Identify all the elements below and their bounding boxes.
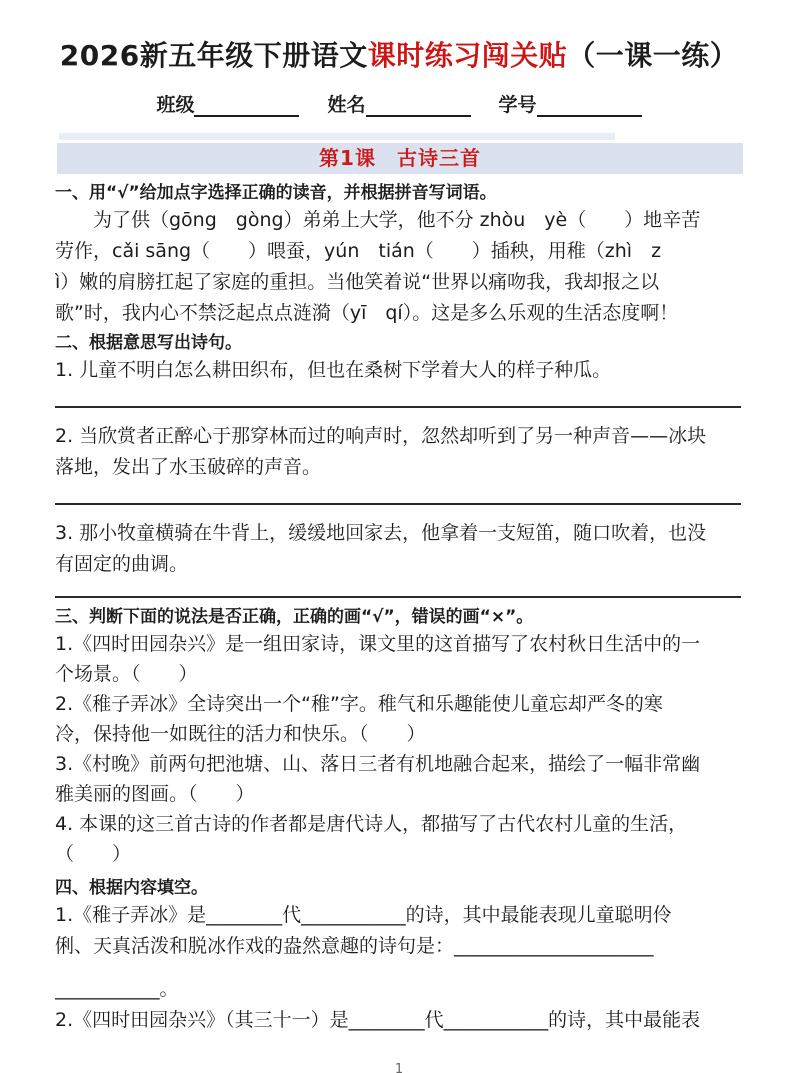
- question-line: 2. 当欣赏者正醉心于那穿林而过的响声时，忽然却听到了另一种声音——冰块: [55, 425, 707, 447]
- name-label: 姓名: [327, 94, 366, 116]
- pinyin-paragraph-line: 歌”时，我内心不禁泛起点点涟漪（yī qí）。这是多么乐观的生活态度啊！: [55, 302, 679, 324]
- question-line: ___________。: [55, 978, 179, 1000]
- student-id-blank-line: [537, 93, 642, 117]
- page-number: 1: [394, 1062, 404, 1073]
- question-line: 冷，保持他一如既往的活力和快乐。（ ）: [55, 723, 426, 745]
- pinyin-paragraph-line: 为了供（gōng gòng）弟弟上大学，他不分 zhòu yè（ ）地辛苦: [93, 209, 701, 231]
- lesson-header-bar: [57, 143, 743, 174]
- class-field: [156, 90, 299, 117]
- section-4-heading: 四、根据内容填空。: [55, 878, 208, 898]
- question-line: 2.《四时田园杂兴》（其三十一）是________代___________的诗，其中最能表: [55, 1009, 701, 1031]
- title-highlight: 课时练习闯关贴: [367, 39, 568, 72]
- header-accent-strip: [59, 133, 615, 140]
- answer-blank-line: [55, 483, 741, 505]
- student-info-row: [55, 90, 743, 117]
- class-blank-line: [194, 93, 299, 117]
- answer-blank-line: [55, 386, 741, 408]
- question-line: 3. 那小牧童横骑在牛背上，缓缓地回家去，他拿着一支短笛，随口吹着，也没: [55, 522, 707, 544]
- question-line: 有固定的曲调。: [55, 553, 189, 575]
- title-suffix: （一课一练）: [567, 39, 739, 72]
- section-3-heading: 三、判断下面的说法是否正确，正确的画“√”，错误的画“×”。: [55, 607, 534, 627]
- pinyin-paragraph-line: ì）嫩的肩膀扛起了家庭的重担。当他笑着说“世界以痛吻我，我却报之以: [55, 271, 660, 293]
- question-line: 俐、天真活泼和脱冰作戏的盎然意趣的诗句是：_____________________: [55, 935, 654, 957]
- section-2-heading: 二、根据意思写出诗句。: [55, 333, 242, 353]
- name-field: [327, 90, 470, 117]
- question-line: 个场景。（ ）: [55, 663, 198, 685]
- title-text: 2026新五年级下册语文: [59, 39, 368, 72]
- question-line: 雅美丽的图画。（ ）: [55, 783, 255, 805]
- question-line: 2.《稚子弄冰》全诗突出一个“稚”字。稚气和乐趣能使儿童忘却严冬的寒: [55, 693, 663, 715]
- class-label: 班级: [156, 94, 195, 116]
- student-id-field: [499, 90, 642, 117]
- name-blank-line: [366, 93, 471, 117]
- student-id-label: 学号: [498, 94, 537, 116]
- question-line: （ ）: [55, 843, 132, 865]
- question-line: 1.《稚子弄冰》是________代___________的诗，其中最能表现儿童聪明伶: [55, 904, 672, 926]
- section-1-heading: 一、用“√”给加点字选择正确的读音，并根据拼音写词语。: [55, 183, 497, 203]
- answer-blank-line: [55, 580, 741, 598]
- question-line: 4. 本课的这三首古诗的作者都是唐代诗人，都描写了古代农村儿童的生活，: [55, 813, 688, 835]
- lesson-title: 第1课 古诗三首: [319, 146, 481, 170]
- question-line: 3.《村晚》前两句把池塘、山、落日三者有机地融合起来，描绘了一幅非常幽: [55, 753, 701, 775]
- question-line: 1. 儿童不明白怎么耕田织布，但也在桑树下学着大人的样子种瓜。: [55, 359, 612, 381]
- question-line: 1.《四时田园杂兴》是一组田家诗，课文里的这首描写了农村秋日生活中的一: [55, 633, 701, 655]
- question-line: 落地，发出了水玉破碎的声音。: [55, 456, 322, 478]
- pinyin-paragraph-line: 劳作，cǎi sāng（ ）喂蚕，yún tián（ ）插秧，用稚（zhì z: [55, 240, 662, 262]
- page-title: [55, 34, 743, 74]
